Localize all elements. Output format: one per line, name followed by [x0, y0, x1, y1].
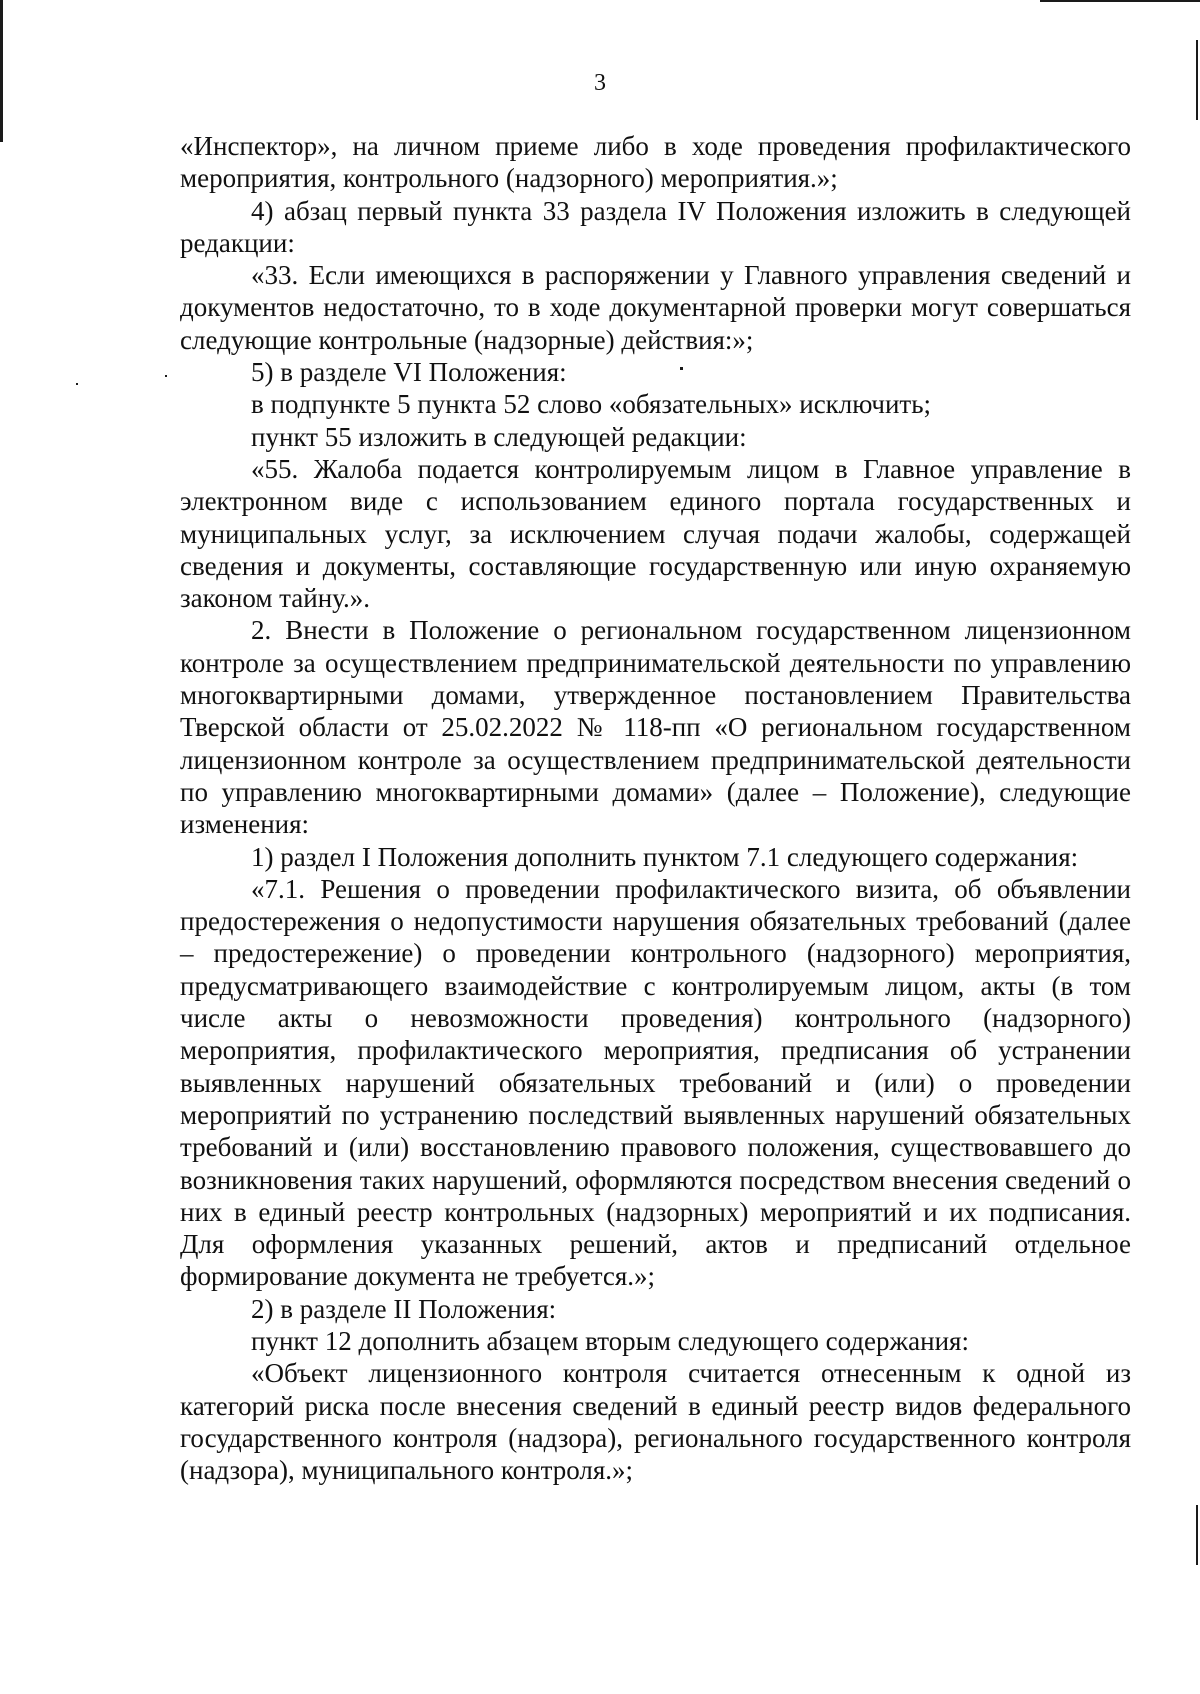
scan-edge-mark-top: [1040, 0, 1200, 2]
paragraph-subitem-55: пункт 55 изложить в следующей редакции:: [251, 421, 747, 452]
paragraph-item-2: 2) в разделе II Положения:: [251, 1293, 557, 1324]
paragraph-quote-7-1: «7.1. Решения о проведении профилактического визита, об объявлении предостережения о недопустимости нарушения обязательных требований (далее – предостережение) о проведении контрольного (надзорного) мероприятия, предусматривающего взаимодействие с контролируемым лицом, акты (в том числе акты о невозможности проведения) контрольного (надзорного) мероприятия, профилактического мероприятия, предписания об устранении выявленных нарушений обязательных требований и (или) о проведении мероприятий по устранению последствий выявленных нарушений обязательных требований и (или) восстановлению правового положения, существовавшего до возникновения таких нарушений, оформляются посредством внесения сведений о них в единый реестр контрольных (надзорных) мероприятий и их подписания. Для оформления указанных решений, актов и предписаний отдельное формирование документа не требуется.»;: [180, 873, 1131, 1292]
document-body: [180, 130, 1131, 1486]
paragraph-item-1: 1) раздел I Положения дополнить пунктом 7.1 следующего содержания:: [251, 841, 1079, 872]
scan-speck: [165, 375, 167, 377]
scan-edge-mark-right-lower: [1196, 1505, 1198, 1565]
paragraph-item-4: 4) абзац первый пункта 33 раздела IV Положения изложить в следующей редакции:: [180, 195, 1131, 258]
scan-speck: [76, 383, 78, 385]
paragraph-quote-55: «55. Жалоба подается контролируемым лицом в Главное управление в электронном виде с использованием единого портала государственных и муниципальных услуг, за исключением случая подачи жалобы, содержащей сведения и документы, составляющие государственную или иную охраняемую законом тайну.».: [180, 453, 1131, 614]
paragraph-section-2: 2. Внести в Положение о региональном государственном лицензионном контроле за осуществлением предпринимательской деятельности по управлению многоквартирными домами, утвержденное постановлением Правительства Тверской области от 25.02.2022 № 118-пп «О региональном государственном лицензионном контроле за осуществлением предпринимательской деятельности по управлению многоквартирными домами» (далее – Положение), следующие изменения:: [180, 615, 1131, 840]
paragraph-continuation: «Инспектор», на личном приеме либо в ходе проведения профилактического мероприятия, контрольного (надзорного) мероприятия.»;: [180, 131, 1131, 194]
paragraph-quote-33: «33. Если имеющихся в распоряжении у Главного управления сведений и документов недостаточно, то в ходе документарной проверки могут совершаться следующие контрольные (надзорные) действия:»;: [180, 260, 1131, 355]
paragraph-subitem-12: пункт 12 дополнить абзацем вторым следующего содержания:: [251, 1325, 969, 1356]
paragraph-subitem-52: в подпункте 5 пункта 52 слово «обязательных» исключить;: [251, 389, 932, 420]
paragraph-item-5: 5) в разделе VI Положения:: [251, 357, 567, 388]
page-number: 3: [594, 70, 606, 96]
paragraph-quote-object: «Объект лицензионного контроля считается отнесенным к одной из категорий риска после внесения сведений в единый реестр видов федерального государственного контроля (надзора), регионального государственного контроля (надзора), муниципального контроля.»;: [180, 1358, 1131, 1486]
